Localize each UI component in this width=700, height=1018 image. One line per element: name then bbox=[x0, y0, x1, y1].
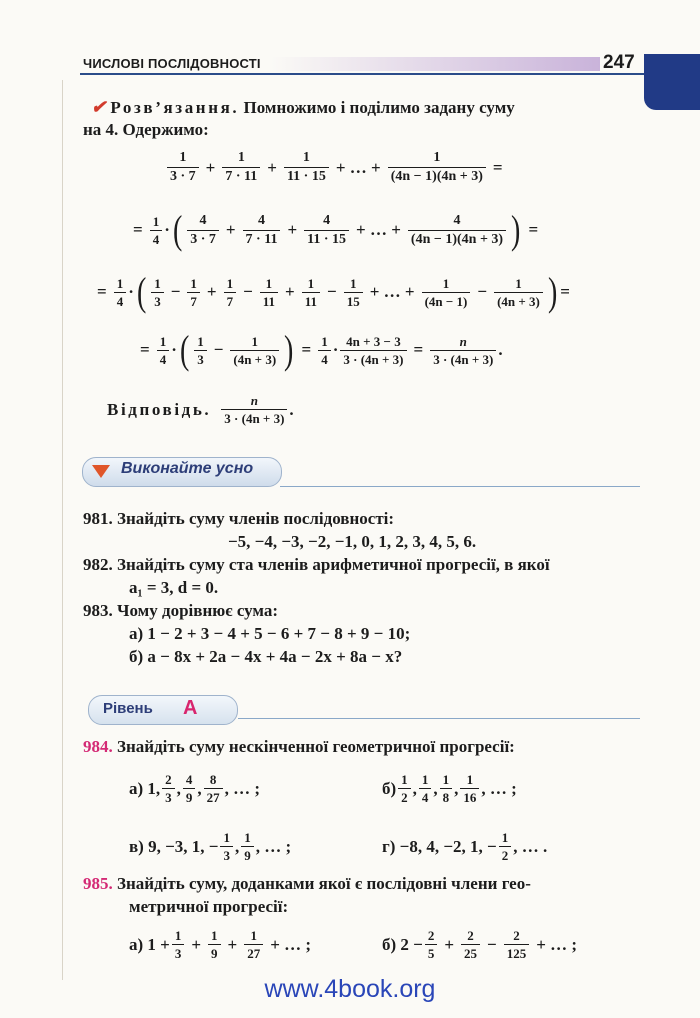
problem-984-c: в) 9, −3, 1, − $\frac{1}{3}$ , $\frac{1}{9}$ , … ; bbox=[129, 830, 292, 863]
fraction: $\frac{1}{11 \cdot 15}$ bbox=[284, 150, 329, 185]
problem-982-condition: a₁ = 3, d = 0. bbox=[129, 578, 219, 597]
formula-line-4: = $\frac{1}{4}$ · ( $\frac{1}{3}$ − $\frac{1}{(4n + 3)}$ ) = $\frac{1}{4}$ · $\frac{4n + 3 - 3}{3 \cdot (4n + 3)}$ = $\frac{n}{3 \cdot (4n + 3)}$ . bbox=[140, 327, 503, 372]
fraction: $\frac{1}{11}$ bbox=[302, 276, 320, 309]
problem-981: 981. Знайдіть суму членів послідовності: bbox=[83, 509, 395, 528]
problem-985-b: б) 2 − $\frac{2}{5}$ + $\frac{2}{25}$ − $\frac{2}{125}$ + … ; bbox=[382, 928, 578, 961]
problem-985: 985. Знайдіть суму, доданками якої є послідовні члени гео- bbox=[83, 874, 531, 893]
solution-label: Розв’язання. bbox=[110, 98, 240, 117]
fraction: $\frac{1}{3 \cdot 7}$ bbox=[167, 150, 199, 185]
problem-984-b: б) $\frac{1}{2}$ , $\frac{1}{4}$ , $\frac{1}{8}$ , $\frac{1}{16}$ , … ; bbox=[382, 772, 517, 805]
level-rule bbox=[238, 718, 640, 719]
problem-984: 984. Знайдіть суму нескінченної геометричної прогресії: bbox=[83, 737, 515, 756]
triangle-icon bbox=[92, 465, 110, 478]
page-number: 247 bbox=[603, 52, 635, 73]
right-paren: ) bbox=[284, 327, 294, 372]
section-rule bbox=[280, 486, 640, 487]
fraction: $\frac{1}{7}$ bbox=[187, 276, 200, 309]
problem-983-b: б) a − 8x + 2a − 4x + 4a − 2x + 8a − x? bbox=[129, 647, 403, 666]
left-paren: ( bbox=[179, 327, 190, 372]
solution-text-2: на 4. Одержимо: bbox=[83, 120, 209, 139]
problem-984-a: а) 1, $\frac{2}{3}$ , $\frac{4}{9}$ , $\frac{8}{27}$ , … ; bbox=[129, 772, 261, 805]
margin-line bbox=[62, 80, 63, 980]
problem-985-a: а) 1 + $\frac{1}{3}$ + $\frac{1}{9}$ + $\frac{1}{27}$ + … ; bbox=[129, 928, 312, 961]
fraction: $\frac{1}{4}$ bbox=[157, 334, 170, 367]
fraction: $\frac{4}{(4n - 1)(4n + 3)}$ bbox=[408, 213, 506, 248]
fraction: $\frac{1}{11}$ bbox=[260, 276, 278, 309]
fraction: $\frac{1}{(4n - 1)}$ bbox=[422, 276, 471, 309]
answer-label: Відповідь. bbox=[107, 399, 212, 419]
header-rule bbox=[80, 73, 650, 75]
problem-983-a: а) 1 − 2 + 3 − 4 + 5 − 6 + 7 − 8 + 9 − 10; bbox=[129, 624, 411, 643]
problem-983: 983. Чому дорівнює сума: bbox=[83, 601, 279, 620]
oral-section-title: Виконайте усно bbox=[121, 460, 254, 477]
formula-line-2: = $\frac{1}{4}$ · ( $\frac{4}{3 \cdot 7}$ + $\frac{4}{7 \cdot 11}$ + $\frac{4}{11 \cdot 15}$ + … + $\frac{4}{(4n - 1)(4n + 3)}$ ) = bbox=[133, 207, 539, 252]
problem-984-d: г) −8, 4, −2, 1, − $\frac{1}{2}$ , … . bbox=[382, 830, 548, 863]
problem-985-cont: метричної прогресії: bbox=[129, 897, 289, 916]
fraction: $\frac{4}{11 \cdot 15}$ bbox=[304, 213, 349, 248]
problem-981-sequence: −5, −4, −3, −2, −1, 0, 1, 2, 3, 4, 5, 6. bbox=[228, 532, 477, 551]
level-letter: A bbox=[183, 697, 198, 719]
solution-line-1 bbox=[91, 96, 515, 119]
fraction: $\frac{1}{(4n - 1)(4n + 3)}$ bbox=[388, 150, 486, 185]
fraction: $\frac{1}{3}$ bbox=[194, 334, 207, 367]
check-icon: ✔ bbox=[91, 97, 107, 117]
left-paren: ( bbox=[136, 269, 147, 314]
chapter-title: ЧИСЛОВІ ПОСЛІДОВНОСТІ bbox=[83, 56, 261, 71]
solution-text-1: Помножимо і поділимо задану суму bbox=[243, 98, 515, 117]
fraction: $\frac{1}{7 \cdot 11}$ bbox=[222, 150, 260, 185]
page-tab bbox=[644, 54, 700, 110]
fraction: $\frac{1}{7}$ bbox=[224, 276, 237, 309]
footer-site-link[interactable]: www.4book.org bbox=[264, 975, 436, 1003]
header-decoration bbox=[270, 57, 600, 71]
fraction: $\frac{1}{3}$ bbox=[151, 276, 164, 309]
fraction: $\frac{1}{15}$ bbox=[344, 276, 363, 309]
right-paren: ) bbox=[547, 269, 558, 314]
level-label: Рівень bbox=[103, 700, 153, 717]
fraction: $\frac{1}{4}$ bbox=[150, 214, 163, 247]
fraction: $\frac{1}{4}$ bbox=[114, 276, 127, 309]
fraction: $\frac{1}{(4n + 3)}$ bbox=[494, 276, 543, 309]
fraction: $\frac{n}{3 \cdot (4n + 3)}$ bbox=[430, 334, 496, 367]
fraction: $\frac{4n + 3 - 3}{3 \cdot (4n + 3)}$ bbox=[340, 334, 406, 367]
left-paren: ( bbox=[172, 207, 183, 252]
problem-982: 982. Знайдіть суму ста членів арифметичної прогресії, в якої bbox=[83, 555, 550, 574]
fraction: $\frac{4}{7 \cdot 11}$ bbox=[243, 213, 281, 248]
answer-fraction: $\frac{n}{3 \cdot (4n + 3)}$ bbox=[221, 393, 287, 426]
formula-line-1: $\frac{1}{3 \cdot 7}$ + $\frac{1}{7 \cdot 11}$ + $\frac{1}{11 \cdot 15}$ + … + $\frac{1}{(4n - 1)(4n + 3)}$ = bbox=[165, 150, 508, 185]
formula-line-3: = $\frac{1}{4}$ · ( $\frac{1}{3}$ − $\frac{1}{7}$ + $\frac{1}{7}$ − $\frac{1}{11}$ + $\frac{1}{11}$ − $\frac{1}{15}$ + … + $\frac{1}{(4n - 1)}$ − $\frac{1}{(4n + 3)}$ ) = bbox=[97, 269, 570, 314]
fraction: $\frac{4}{3 \cdot 7}$ bbox=[187, 213, 219, 248]
fraction: $\frac{1}{(4n + 3)}$ bbox=[230, 334, 279, 367]
right-paren: ) bbox=[511, 207, 521, 252]
answer-line: Відповідь. $\frac{n}{3 \cdot (4n + 3)}$ . bbox=[107, 393, 294, 426]
fraction: $\frac{1}{4}$ bbox=[318, 334, 331, 367]
